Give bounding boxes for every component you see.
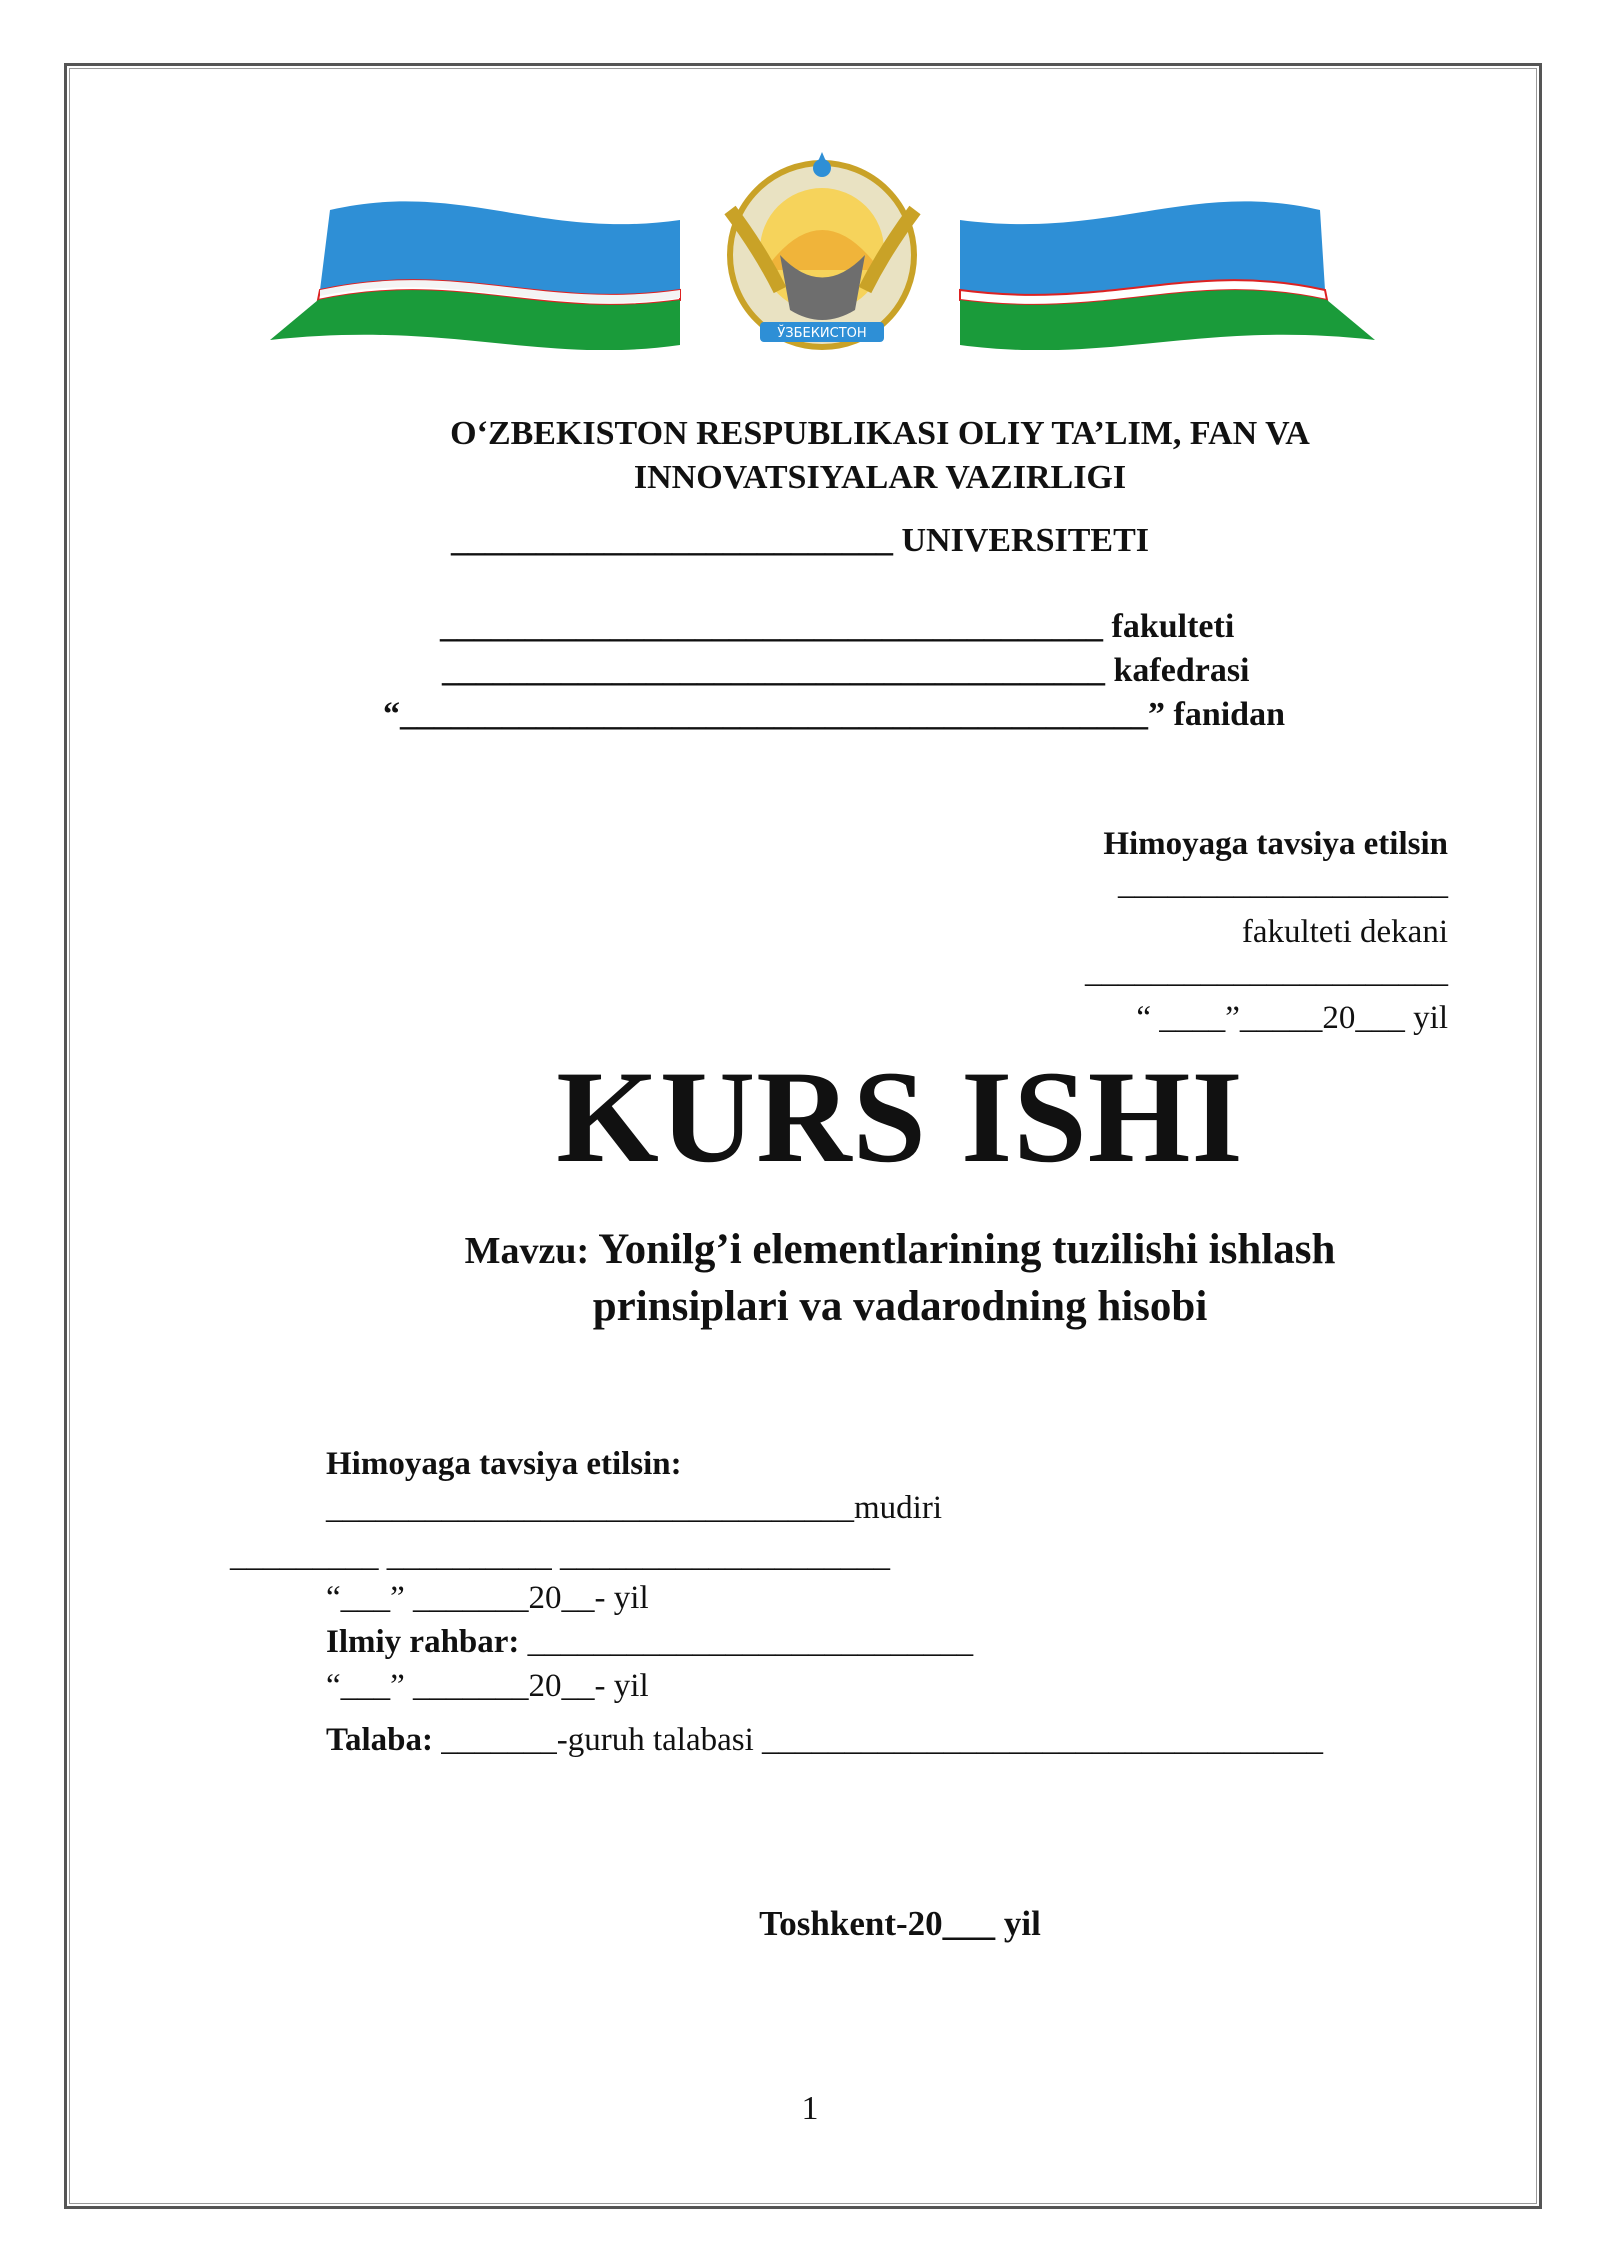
student-label: Talaba: — [326, 1722, 433, 1758]
date-line-1: “___” _______20__- yil — [326, 1580, 649, 1616]
topic-label: Mavzu: — [464, 1230, 590, 1272]
approval-heading: Himoyaga tavsiya etilsin — [1103, 826, 1448, 862]
blank-line: _________ __________ ____________________ — [230, 1538, 890, 1574]
topic-text-line2: prinsiplari va vadarodning hisobi — [592, 1283, 1208, 1330]
topic — [300, 1222, 1500, 1335]
page-number: 1 — [801, 2090, 819, 2127]
department-head-line: ________________________________mudiri — [326, 1490, 942, 1526]
approval-blank-1: ____________________ — [1118, 866, 1448, 902]
ministry-heading: O‘ZBEKISTON RESPUBLIKASI OLIY TA’LIM, FAN VA INNOVATSIYALAR VAZIRLIGI — [450, 415, 1310, 496]
advisor-label: Ilmiy rahbar: — [326, 1624, 520, 1660]
date-line-2: “___” _______20__- yil — [326, 1668, 649, 1704]
emblem-ribbon-text: ЎЗБЕКИСТОН — [777, 326, 867, 341]
approval-blank-2: ______________________ — [1085, 954, 1448, 990]
signatures-heading: Himoyaga tavsiya etilsin: — [326, 1446, 682, 1482]
advisor-blank: ___________________________ — [519, 1624, 974, 1660]
university-line: __________________________ UNIVERSITETI — [450, 522, 1150, 559]
city-year: Toshkent-20___ yil — [759, 1904, 1041, 1943]
subject-line: “____________________________________________” fanidan — [383, 696, 1285, 733]
document-title: KURS ISHI — [556, 1043, 1244, 1190]
uzbekistan-flag-emblem-icon — [260, 150, 1385, 350]
faculty-line: _______________________________________ fakulteti — [440, 608, 1235, 645]
department-line: _______________________________________ kafedrasi — [442, 652, 1250, 689]
student-blank: _______-guruh talabasi __________________________________ — [433, 1722, 1324, 1758]
student-line — [326, 1722, 1323, 1759]
dean-label: fakulteti dekani — [1241, 914, 1448, 950]
topic-text-line1: Yonilg’i elementlarining tuzilishi ishlash — [589, 1226, 1336, 1273]
advisor-line — [326, 1624, 973, 1661]
approval-date: “ ____”_____20___ yil — [1136, 1000, 1448, 1036]
